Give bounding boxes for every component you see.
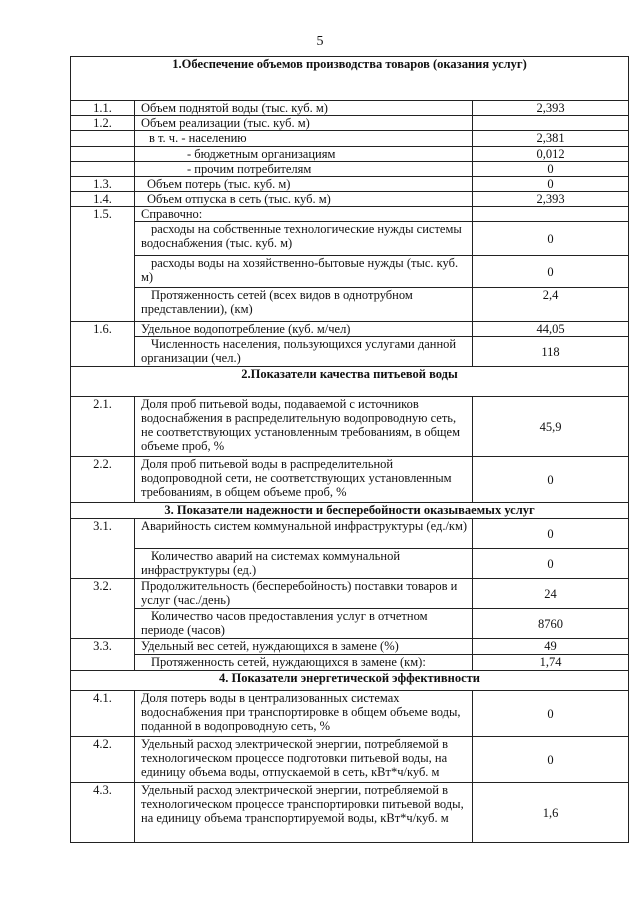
table-row xyxy=(71,162,629,177)
row-label: Справочно: xyxy=(135,207,473,222)
table-row xyxy=(71,639,629,655)
table-row xyxy=(71,116,629,131)
row-value: 8760 xyxy=(473,609,629,639)
row-value: 45,9 xyxy=(473,397,629,457)
row-label: Протяженность сетей (всех видов в однотрубном представлении), (км) xyxy=(135,288,473,322)
table-row xyxy=(71,549,629,579)
row-label: - прочим потребителям xyxy=(135,162,473,177)
row-label: Протяженность сетей, нуждающихся в замене (км): xyxy=(135,655,473,671)
table-row xyxy=(71,192,629,207)
page-number: 5 xyxy=(316,34,324,49)
row-label: Доля проб питьевой воды, подаваемой с источников водоснабжения в распределительную водопроводную сеть, не соответствующих установленным требованиям, в общем объеме проб, % xyxy=(135,397,473,457)
row-number: 1.3. xyxy=(71,177,135,192)
row-value: 0,012 xyxy=(473,147,629,162)
table-row xyxy=(71,337,629,367)
row-value: 1,74 xyxy=(473,655,629,671)
row-value: 2,381 xyxy=(473,131,629,147)
row-number: 1.4. xyxy=(71,192,135,207)
row-number: 4.1. xyxy=(71,691,135,737)
table-row xyxy=(71,737,629,783)
row-value: 2,393 xyxy=(473,101,629,116)
row-value: 0 xyxy=(473,222,629,256)
row-number: 1.6. xyxy=(71,322,135,367)
table-row xyxy=(71,397,629,457)
table-row xyxy=(71,457,629,503)
row-number: 2.2. xyxy=(71,457,135,503)
row-value: 1,6 xyxy=(473,783,629,843)
section-4-title: 4. Показатели энергетической эффективности xyxy=(71,671,629,691)
section-1-title: 1.Обеспечение объемов производства товаров (оказания услуг) xyxy=(71,57,629,101)
row-value: 44,05 xyxy=(473,322,629,337)
section-header-row xyxy=(71,367,629,397)
table-row xyxy=(71,322,629,337)
row-label: Доля потерь воды в централизованных системах водоснабжения при транспортировке в общем объеме воды, поданной в водопроводную сеть, % xyxy=(135,691,473,737)
indicators-table xyxy=(70,56,629,843)
row-value: 24 xyxy=(473,579,629,609)
table-row xyxy=(71,783,629,843)
table-row xyxy=(71,256,629,288)
row-value: 0 xyxy=(473,549,629,579)
row-label: в т. ч. - населению xyxy=(135,131,473,147)
table-row xyxy=(71,147,629,162)
row-label: Объем отпуска в сеть (тыс. куб. м) xyxy=(135,192,473,207)
table-row xyxy=(71,579,629,609)
row-value: 49 xyxy=(473,639,629,655)
row-label: Объем потерь (тыс. куб. м) xyxy=(135,177,473,192)
row-value: 0 xyxy=(473,256,629,288)
row-label: Удельное водопотребление (куб. м/чел) xyxy=(135,322,473,337)
row-number: 1.2. xyxy=(71,116,135,131)
row-number: 3.2. xyxy=(71,579,135,639)
table-row xyxy=(71,691,629,737)
row-number: 3.3. xyxy=(71,639,135,671)
row-label: расходы на собственные технологические нужды системы водоснабжения (тыс. куб. м) xyxy=(135,222,473,256)
row-label: Количество аварий на системах коммунальной инфраструктуры (ед.) xyxy=(135,549,473,579)
row-value: 0 xyxy=(473,691,629,737)
table-row xyxy=(71,177,629,192)
section-2-title: 2.Показатели качества питьевой воды xyxy=(71,367,629,397)
row-value xyxy=(473,116,629,131)
row-number: 4.3. xyxy=(71,783,135,843)
row-label: Удельный расход электрической энергии, потребляемой в технологическом процессе подготовки питьевой воды, на единицу объема воды, отпускаемой в сеть, кВт*ч/куб. м xyxy=(135,737,473,783)
row-label: Доля проб питьевой воды в распределительной водопроводной сети, не соответствующих установленным требованиям, в общем объеме проб, % xyxy=(135,457,473,503)
row-number: 3.1. xyxy=(71,519,135,579)
row-value: 118 xyxy=(473,337,629,367)
row-label: Удельный вес сетей, нуждающихся в замене (%) xyxy=(135,639,473,655)
row-label: - бюджетным организациям xyxy=(135,147,473,162)
section-header-row xyxy=(71,57,629,101)
row-value: 0 xyxy=(473,737,629,783)
row-value: 2,4 xyxy=(473,288,629,322)
row-number xyxy=(71,147,135,162)
row-value: 0 xyxy=(473,519,629,549)
table-row xyxy=(71,131,629,147)
row-number xyxy=(71,162,135,177)
section-header-row xyxy=(71,671,629,691)
row-label: Количество часов предоставления услуг в отчетном периоде (часов) xyxy=(135,609,473,639)
row-value: 0 xyxy=(473,177,629,192)
section-3-title: 3. Показатели надежности и бесперебойности оказываемых услуг xyxy=(71,503,629,519)
row-value xyxy=(473,207,629,222)
row-label: Объем поднятой воды (тыс. куб. м) xyxy=(135,101,473,116)
row-number: 4.2. xyxy=(71,737,135,783)
table-row xyxy=(71,222,629,256)
table-row xyxy=(71,655,629,671)
row-label: расходы воды на хозяйственно-бытовые нужды (тыс. куб. м) xyxy=(135,256,473,288)
table-row xyxy=(71,609,629,639)
table-row xyxy=(71,207,629,222)
row-number: 1.1. xyxy=(71,101,135,116)
row-label: Объем реализации (тыс. куб. м) xyxy=(135,116,473,131)
section-header-row xyxy=(71,503,629,519)
row-number xyxy=(71,131,135,147)
table-row xyxy=(71,288,629,322)
row-value: 0 xyxy=(473,162,629,177)
row-value: 2,393 xyxy=(473,192,629,207)
table-row xyxy=(71,101,629,116)
row-label: Удельный расход электрической энергии, потребляемой в технологическом процессе транспортировки питьевой воды, на единицу объема транспортируемой воды, кВт*ч/куб. м xyxy=(135,783,473,843)
row-label: Продолжительность (бесперебойность) поставки товаров и услуг (час./день) xyxy=(135,579,473,609)
row-number: 2.1. xyxy=(71,397,135,457)
row-label: Аварийность систем коммунальной инфраструктуры (ед./км) xyxy=(135,519,473,549)
row-number: 1.5. xyxy=(71,207,135,322)
table-row xyxy=(71,519,629,549)
row-value: 0 xyxy=(473,457,629,503)
row-label: Численность населения, пользующихся услугами данной организации (чел.) xyxy=(135,337,473,367)
